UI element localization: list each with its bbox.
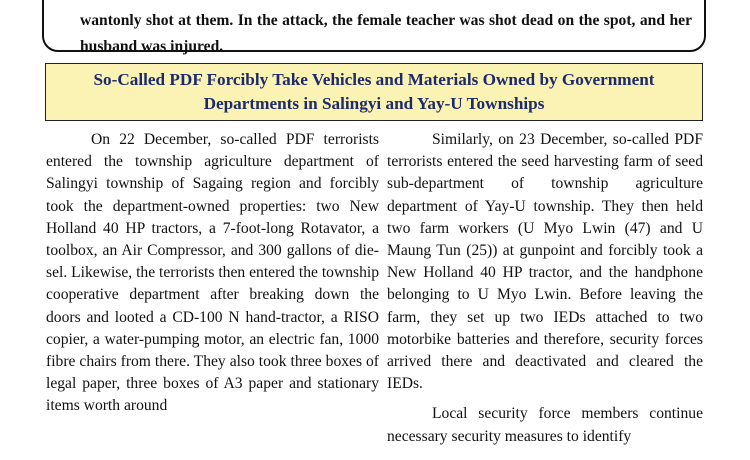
- article-headline: So-Called PDF Forcibly Take Vehicles and Materials Owned by Government Departments in Salingyi and Yay-U Townships: [93, 70, 655, 113]
- headline-banner: [45, 63, 703, 121]
- right-column: [387, 129, 703, 448]
- paragraph-left-1: On 22 December, so-called PDF terrorists entered the township agriculture department of Salingyi township of Sagaing region and forcibly took the department-owned properties: two New Holland 40 HP tractors, a 7-foot-long Rotavator, a toolbox, an Air Compressor, and 300 gallons of diesel. Likewise, the terrorists then entered the township cooperative department after breaking down the doors and looted a CD-100 N hand-tractor, a RISO copier, a water-pumping motor, an electric fan, 1000 fibre chairs from there. They also took three boxes of legal paper, three boxes of A3 paper and stationary items worth around: [46, 131, 380, 415]
- previous-article-text: wantonly shot at them. In the attack, the female teacher was shot dead on the spot, and her husband was injured.: [80, 11, 692, 55]
- left-column: [46, 129, 379, 418]
- paragraph-right-2: Local security force members continue necessary security measures to identify: [387, 405, 703, 445]
- paragraph-right-1: Similarly, on 23 December, so-called PDF terrorists entered the seed harvesting farm of seed sub-department of township agriculture department of Yay-U township. They then held two farm workers (U Myo Lwin (47) and U Maung Tun (25)) at gunpoint and forcibly took a New Holland 40 HP tractor, and the handphone belonging to U Myo Lwin. Before leaving the farm, they set up two IEDs attached to two motorbike batteries and therefore, security forces arrived there and deactivated and cleared the IEDs.: [387, 131, 703, 393]
